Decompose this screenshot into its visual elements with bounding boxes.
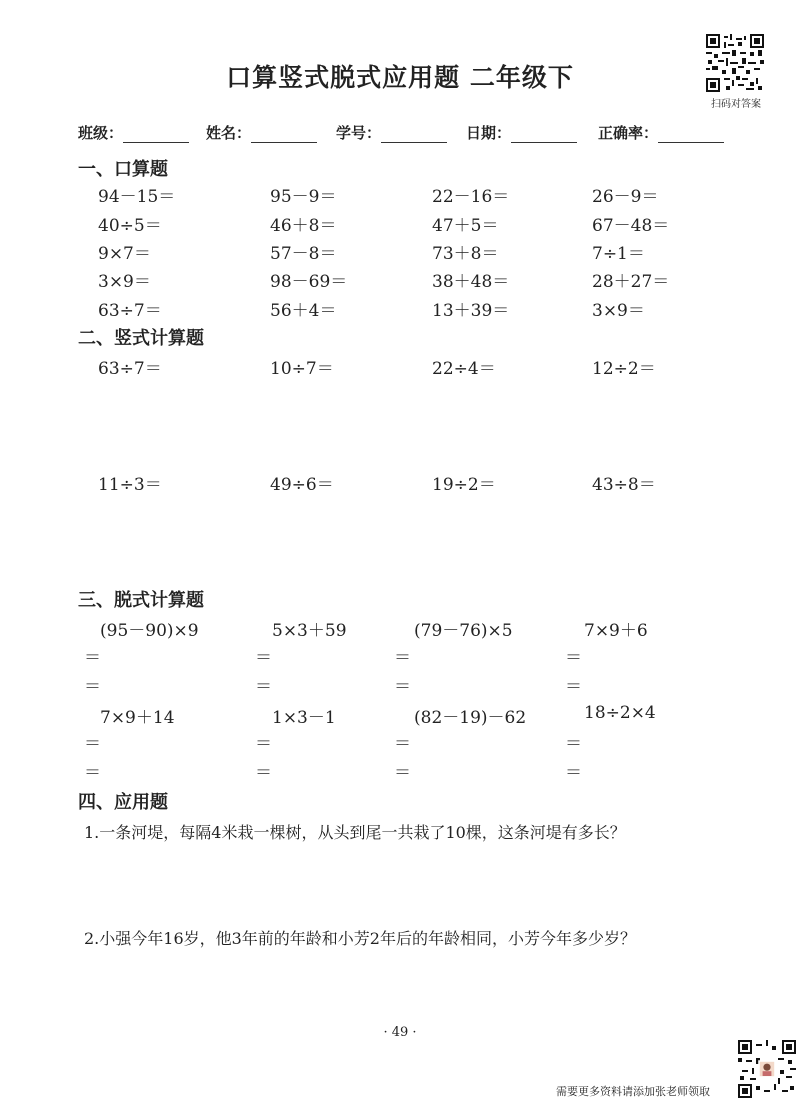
oral-problem: 26－9＝ [592, 187, 659, 207]
name-blank[interactable] [251, 126, 317, 143]
section-vertical-heading: 二、竖式计算题 [78, 328, 204, 349]
vertical-problem: 49÷6＝ [270, 475, 334, 495]
oral-problem: 67－48＝ [592, 216, 670, 236]
oral-problem: 13＋39＝ [432, 301, 510, 321]
student-number-field[interactable] [336, 122, 447, 143]
name-field[interactable] [206, 122, 317, 143]
vertical-problem: 12÷2＝ [592, 359, 656, 379]
stepwise-problem: 7×9＋6 [584, 621, 648, 641]
oral-problem: 9×7＝ [98, 244, 151, 264]
equals-sign: ＝ [255, 734, 272, 754]
equals-sign: ＝ [394, 648, 411, 668]
date-field[interactable] [466, 122, 577, 143]
qr-code-icon[interactable] [738, 1040, 796, 1098]
oral-problem: 3×9＝ [98, 272, 151, 292]
oral-problem: 46＋8＝ [270, 216, 337, 236]
oral-problem: 40÷5＝ [98, 216, 162, 236]
qr-caption: 扫码对答案 [711, 99, 761, 110]
class-blank[interactable] [123, 126, 189, 143]
stepwise-problem: 7×9＋14 [100, 708, 175, 728]
oral-problem: 94－15＝ [98, 187, 176, 207]
accuracy-label: 正确率： [598, 124, 659, 142]
vertical-problem: 19÷2＝ [432, 475, 496, 495]
equals-sign: ＝ [255, 648, 272, 668]
equals-sign: ＝ [84, 648, 101, 668]
equals-sign: ＝ [565, 677, 582, 697]
stepwise-problem: 5×3＋59 [272, 621, 347, 641]
word-problem: 1.一条河堤，每隔4米栽一棵树，从头到尾一共栽了10棵，这条河堤有多长？ [84, 823, 626, 842]
vertical-problem: 22÷4＝ [432, 359, 496, 379]
oral-problem: 38＋48＝ [432, 272, 510, 292]
oral-problem: 57－8＝ [270, 244, 337, 264]
accuracy-blank[interactable] [658, 126, 724, 143]
section-stepwise-heading: 三、脱式计算题 [78, 590, 204, 611]
equals-sign: ＝ [394, 763, 411, 783]
equals-sign: ＝ [394, 734, 411, 754]
section-oral-heading: 一、口算题 [78, 159, 168, 180]
oral-problem: 98－69＝ [270, 272, 348, 292]
page-number: · 49 · [383, 1025, 417, 1040]
vertical-problem: 63÷7＝ [98, 359, 162, 379]
equals-sign: ＝ [565, 648, 582, 668]
stepwise-problem: 18÷2×4 [584, 703, 656, 723]
qr-code-icon[interactable] [706, 34, 764, 92]
equals-sign: ＝ [84, 734, 101, 754]
section-word-heading: 四、应用题 [78, 792, 168, 813]
vertical-problem: 11÷3＝ [98, 475, 162, 495]
page-title: 口算竖式脱式应用题 二年级下 [226, 63, 574, 92]
oral-problem: 95－9＝ [270, 187, 337, 207]
equals-sign: ＝ [394, 677, 411, 697]
oral-problem: 22－16＝ [432, 187, 510, 207]
stepwise-problem: (82－19)－62 [414, 708, 527, 728]
equals-sign: ＝ [565, 763, 582, 783]
equals-sign: ＝ [255, 677, 272, 697]
class-field[interactable] [78, 122, 189, 143]
vertical-problem: 10÷7＝ [270, 359, 334, 379]
equals-sign: ＝ [565, 734, 582, 754]
equals-sign: ＝ [255, 763, 272, 783]
oral-problem: 7÷1＝ [592, 244, 645, 264]
class-label: 班级： [78, 124, 124, 142]
stepwise-problem: 1×3－1 [272, 708, 336, 728]
oral-problem: 56＋4＝ [270, 301, 337, 321]
equals-sign: ＝ [84, 677, 101, 697]
name-label: 姓名： [206, 124, 252, 142]
oral-problem: 73＋8＝ [432, 244, 499, 264]
stepwise-problem: (79－76)×5 [414, 621, 513, 641]
oral-problem: 63÷7＝ [98, 301, 162, 321]
stepwise-problem: (95－90)×9 [100, 621, 199, 641]
word-problem: 2.小强今年16岁，他3年前的年龄和小芳2年后的年龄相同，小芳今年多少岁？ [84, 929, 636, 948]
equals-sign: ＝ [84, 763, 101, 783]
oral-problem: 3×9＝ [592, 301, 645, 321]
footer-note: 需要更多资料请添加张老师领取 [556, 1085, 710, 1098]
student-number-blank[interactable] [381, 126, 447, 143]
oral-problem: 47＋5＝ [432, 216, 499, 236]
date-label: 日期： [466, 124, 512, 142]
vertical-problem: 43÷8＝ [592, 475, 656, 495]
accuracy-field[interactable] [598, 122, 724, 143]
student-number-label: 学号： [336, 124, 382, 142]
date-blank[interactable] [511, 126, 577, 143]
oral-problem: 28＋27＝ [592, 272, 670, 292]
